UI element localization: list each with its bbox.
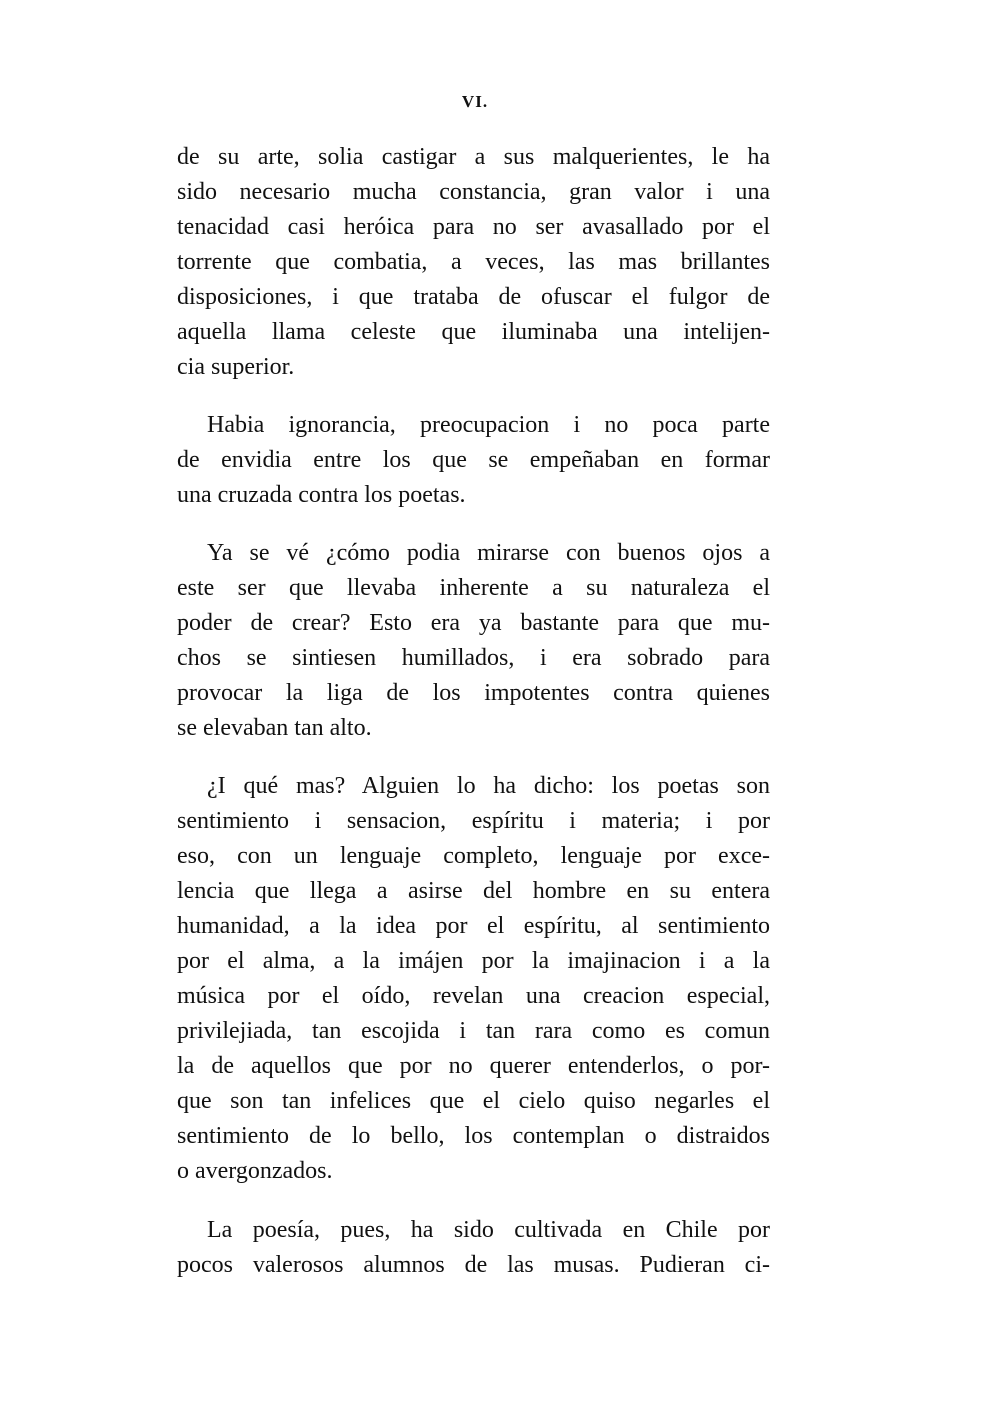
text-line: privilejiada, tan escojida i tan rara como es comun <box>177 1018 770 1044</box>
text-line: chos se sintiesen humillados, i era sobrado para <box>177 645 770 671</box>
text-line: poder de crear? Esto era ya bastante para que mu- <box>177 610 770 636</box>
text-line: tenacidad casi heróica para no ser avasallado por el <box>177 214 770 240</box>
text-line: de envidia entre los que se empeñaban en formar <box>177 447 770 473</box>
text-line: Ya se vé ¿cómo podia mirarse con buenos ojos a <box>207 540 770 566</box>
text-line: sentimiento i sensacion, espíritu i materia; i por <box>177 808 770 834</box>
text-line: la de aquellos que por no querer entenderlos, o por- <box>177 1053 770 1079</box>
text-line: eso, con un lenguaje completo, lenguaje por exce- <box>177 843 770 869</box>
text-line: aquella llama celeste que iluminaba una intelijen- <box>177 319 770 345</box>
text-line: música por el oído, revelan una creacion especial, <box>177 983 770 1009</box>
text-line: La poesía, pues, ha sido cultivada en Chile por <box>207 1217 770 1243</box>
text-line: ¿I qué mas? Alguien lo ha dicho: los poetas son <box>207 773 770 799</box>
text-line: torrente que combatia, a veces, las mas brillantes <box>177 249 770 275</box>
text-line: lencia que llega a asirse del hombre en su entera <box>177 878 770 904</box>
text-line: o avergonzados. <box>177 1158 333 1184</box>
text-line: por el alma, a la imájen por la imajinacion i a la <box>177 948 770 974</box>
page-number: VI. <box>461 92 489 111</box>
text-line: humanidad, a la idea por el espíritu, al sentimiento <box>177 913 770 939</box>
text-line: una cruzada contra los poetas. <box>177 482 466 508</box>
text-line: este ser que llevaba inherente a su naturaleza el <box>177 575 770 601</box>
text-line: se elevaban tan alto. <box>177 715 372 741</box>
text-line: cia superior. <box>177 354 295 380</box>
text-line: de su arte, solia castigar a sus malquerientes, le ha <box>177 144 770 170</box>
text-line: sentimiento de lo bello, los contemplan o distraidos <box>177 1123 770 1149</box>
text-line: pocos valerosos alumnos de las musas. Pudieran ci- <box>177 1252 770 1278</box>
text-line: que son tan infelices que el cielo quiso negarles el <box>177 1088 770 1114</box>
text-line: disposiciones, i que trataba de ofuscar el fulgor de <box>177 284 770 310</box>
text-line: sido necesario mucha constancia, gran valor i una <box>177 179 770 205</box>
text-line: Habia ignorancia, preocupacion i no poca parte <box>207 412 770 438</box>
text-line: provocar la liga de los impotentes contra quienes <box>177 680 770 706</box>
